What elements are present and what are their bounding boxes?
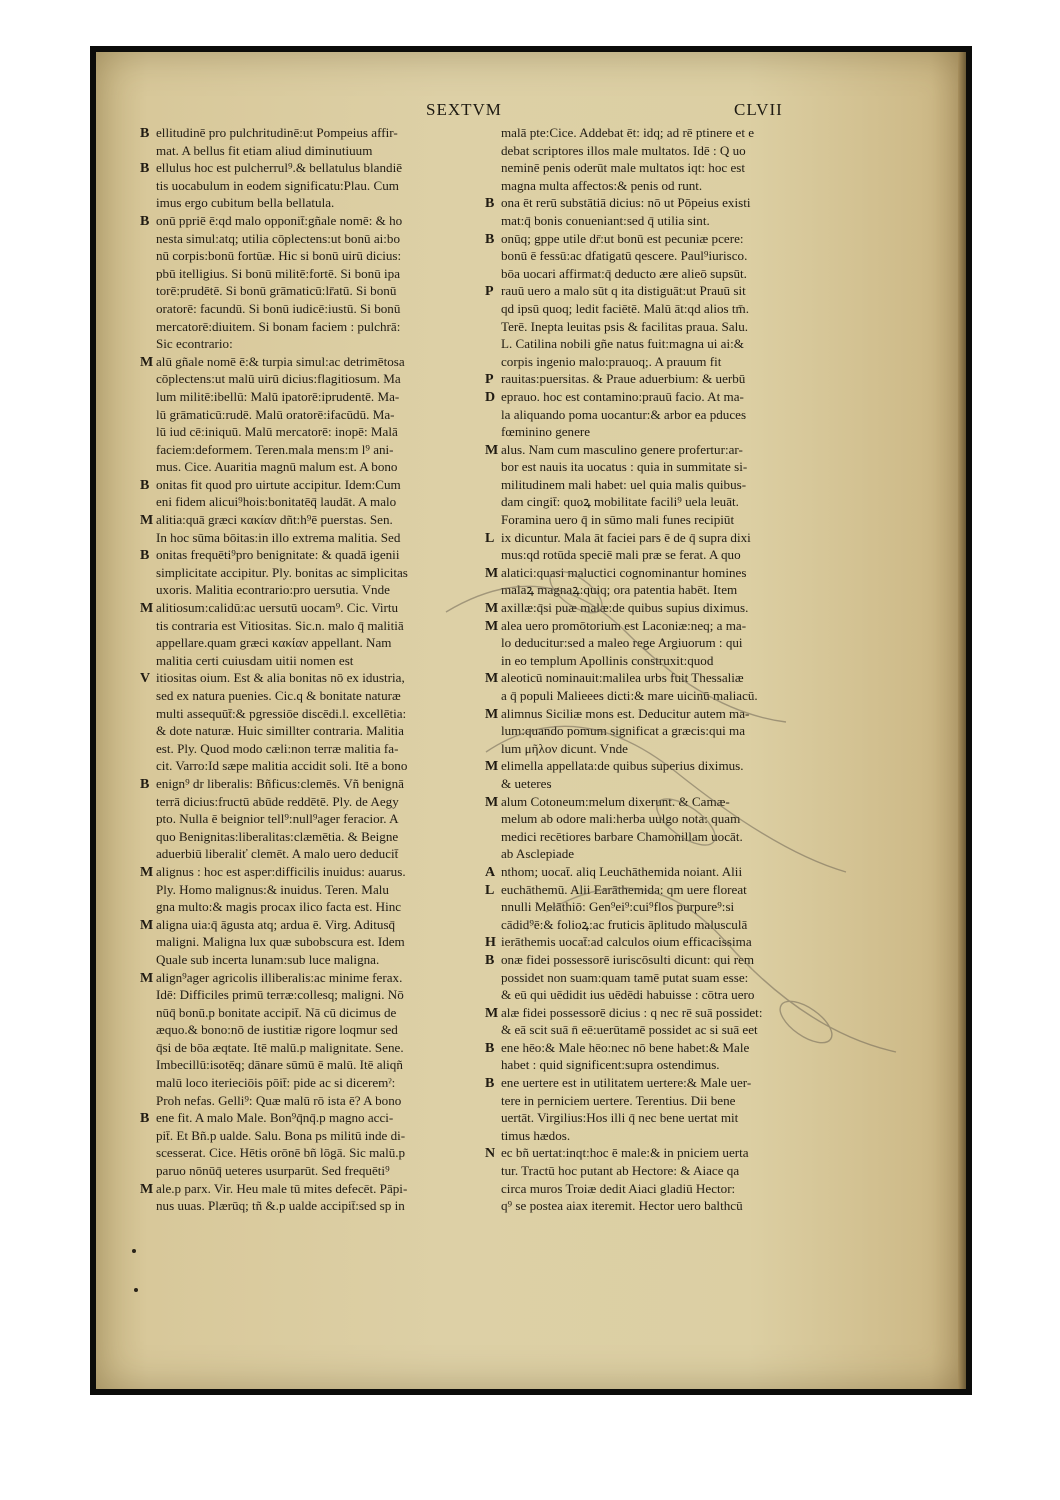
line-text: lum:quando pomum significat a græcis:qui ma — [501, 723, 746, 739]
line-text: enign⁹ dr liberalis: Bñficus:clemēs. Vñ benignā — [156, 775, 404, 791]
line-text: timus hædos. — [501, 1127, 571, 1143]
text-line — [140, 722, 492, 740]
text-line — [140, 529, 492, 547]
text-line — [140, 933, 492, 951]
line-text: onæ fidei possessorē iuriscōsulti dicunt: qui rem — [501, 951, 755, 967]
text-line — [140, 828, 492, 846]
entry-initial: M — [140, 1181, 154, 1197]
line-text: ene uertere est in utilitatem uertere:& Male uer- — [501, 1075, 752, 1091]
line-text: bonū ē fessū:ac dfatigatū qescere. Paul⁹iurisco. — [501, 248, 748, 264]
entry-initial: M — [485, 794, 499, 810]
text-line — [140, 986, 492, 1004]
line-text: ellulus hoc est pulcherrul⁹.& bellatulus blandiē — [156, 160, 403, 176]
entry-initial: B — [140, 548, 150, 564]
line-text: lū iud cē:iniquū. Malū mercatorē: inopē: Malā — [156, 424, 398, 440]
text-line — [140, 740, 492, 758]
line-text: mus:qd rotūda speciē mali præ se ferat. A quo — [501, 547, 741, 563]
text-line — [485, 318, 849, 336]
entry-initial: B — [485, 231, 495, 247]
text-line — [485, 898, 849, 916]
line-text: ierāthemis uocat̄:ad calculos oium efficacissima — [501, 934, 752, 950]
line-text: mus. Cice. Auaritia magnū malum est. A bono — [156, 459, 398, 475]
text-line — [140, 1127, 492, 1145]
line-text: mat. A bellus fit etiam aliud diminutiuum — [156, 142, 373, 158]
line-text: eni fidem alicui⁹hois:bonitatēq̄ laudāt. A malo — [156, 494, 397, 510]
text-line — [140, 300, 492, 318]
entry-initial: M — [485, 759, 499, 775]
line-text: itiositas oium. Est & alia bonitas nō ex idustria, — [156, 670, 405, 686]
line-text: pto. Nulla ē beignior tell⁹:null⁹ager feracior. A — [156, 811, 399, 827]
text-line — [485, 669, 849, 687]
text-line — [140, 335, 492, 353]
entry-initial: M — [485, 618, 499, 634]
line-text: lum μῆλον dicunt. Vnde — [501, 740, 628, 756]
text-line — [140, 581, 492, 599]
text-line — [140, 546, 492, 564]
entry-initial: M — [485, 601, 499, 617]
entry-initial: D — [485, 389, 496, 405]
line-text: alus. Nam cum masculino genere profertur:ar- — [501, 441, 743, 457]
entry-initial: M — [485, 671, 499, 687]
line-text: align⁹ager agricolis illiberalis:ac minime ferax. — [156, 969, 403, 985]
line-text: nus uuas. Plærūq; tñ &.p ualde accipit̄:sed sp in — [156, 1198, 405, 1214]
text-line — [140, 617, 492, 635]
line-text: oratorē: facundū. Si bonū iudicē:iustū. Si bonū — [156, 300, 401, 316]
line-text: ab Asclepiade — [501, 846, 575, 862]
line-text: alimnus Siciliæ mons est. Deducitur autem ma- — [501, 705, 750, 721]
line-text: rauū uero a malo sūt q ita distiguāt:ut Prauū sit — [501, 283, 746, 299]
text-line — [140, 1004, 492, 1022]
line-text: tur. Tractū hoc putant ab Hectore: & Aiace qa — [501, 1163, 740, 1179]
line-text: alea uero promōtorium est Laconiæ:neq; a ma- — [501, 617, 747, 633]
line-text: uxoris. Malitia econtrario:pro uersutia. Vnde — [156, 582, 390, 598]
text-line — [140, 282, 492, 300]
line-text: ene fit. A malo Male. Bon⁹q̄nq̄.p magno acci- — [156, 1110, 394, 1126]
line-text: torē:prudētē. Si bonū grāmaticū:lr̄atū. Si bonū — [156, 283, 397, 299]
text-line — [485, 476, 849, 494]
line-text: æquo.& bono:nō de iustitiæ rigore loqmur sed — [156, 1022, 398, 1038]
text-line — [140, 757, 492, 775]
line-text: nū corpis:bonū fortūæ. Hic si bonū uirū dicius: — [156, 248, 402, 264]
entry-initial: B — [140, 126, 150, 141]
text-line — [140, 564, 492, 582]
line-text: a q̄ populi Malieees dicti:& mare uicinū maliacū. — [501, 688, 758, 703]
text-line — [485, 177, 849, 195]
text-line — [140, 845, 492, 863]
text-line — [140, 1056, 492, 1074]
line-text: tere in perniciem uertere. Terentius. Dii bene — [501, 1092, 736, 1108]
text-line — [485, 810, 849, 828]
line-text: melum ab odore mali:herba uulgo nota: quam — [501, 811, 741, 827]
text-line — [485, 529, 849, 547]
text-line — [140, 599, 492, 617]
entry-initial: B — [485, 196, 495, 212]
text-line — [140, 951, 492, 969]
entry-initial: M — [140, 864, 154, 880]
text-line — [485, 159, 849, 177]
line-text: fœminino genere — [501, 424, 591, 440]
line-text: malitia certi cuiusdam uitii nomen est — [156, 652, 354, 668]
text-line — [140, 1092, 492, 1110]
line-text: Sic econtrario: — [156, 336, 233, 352]
text-line — [140, 511, 492, 529]
text-line — [140, 775, 492, 793]
text-line — [485, 406, 849, 424]
entry-initial: B — [140, 477, 150, 493]
entry-initial: M — [140, 970, 154, 986]
text-line — [485, 652, 849, 670]
entry-initial: V — [140, 671, 151, 687]
text-line — [485, 828, 849, 846]
line-text: ix dicuntur. Mala āt faciei pars ē de q̄ supra dixi — [501, 529, 751, 545]
text-line — [485, 247, 849, 265]
line-text: In hoc sūma bōitas:in illo extrema malitia. Sed — [156, 529, 401, 545]
ink-spot — [132, 1249, 136, 1253]
line-text: & eū qui uēdidit ius uēdēdi habuisse : cōtra uero — [501, 987, 755, 1003]
text-line — [485, 863, 849, 881]
text-line — [485, 230, 849, 248]
entry-initial: M — [140, 601, 154, 617]
text-line — [485, 1144, 849, 1162]
line-text: la aliquando poma uocantur:& arbor ea pduces — [501, 406, 747, 422]
text-line — [140, 1180, 492, 1198]
line-text: alū gñale nomē ē:& turpia simul:ac detrimētosa — [156, 353, 405, 369]
line-text: cit. Varro:Id sæpe malitia accidit soli. Itē a bono — [156, 758, 408, 774]
text-line — [485, 1004, 849, 1022]
line-text: alignus : hoc est asper:difficilis inuidus: auarus. — [156, 863, 406, 879]
line-text: malū loco iterieciōis pōit̄: pide ac si diceremˀ: — [156, 1075, 396, 1091]
text-line — [140, 969, 492, 987]
text-line — [485, 916, 849, 934]
line-text: magna multa affectos:& penis od runt. — [501, 177, 703, 193]
line-text: q̄si de bōa æqtate. Itē malū.p malignitate. Sene. — [156, 1039, 404, 1055]
entry-initial: L — [485, 882, 495, 898]
text-line — [485, 335, 849, 353]
text-line — [140, 388, 492, 406]
line-text: nesta simul:atq; utilia cōplectens:ut bonū ai:bo — [156, 230, 401, 246]
line-text: qd ipsū quoq; ledit faciētē. Malū āt:qd alios tm̄. — [501, 300, 750, 316]
text-line — [140, 898, 492, 916]
text-line — [485, 1162, 849, 1180]
book-page — [96, 52, 966, 1389]
text-line — [485, 511, 849, 529]
line-text: elimella appellata:de quibus superius diximus. — [501, 758, 744, 774]
line-text: possidet non suam:quam tamē putat suam esse: — [501, 969, 749, 985]
line-text: Imbecillū:isotēq; dānare sūmū ē malū. Itē aliqñ — [156, 1057, 403, 1073]
text-line — [140, 793, 492, 811]
text-line — [140, 1109, 492, 1127]
text-line — [485, 740, 849, 758]
text-line — [140, 458, 492, 476]
entry-initial: B — [140, 776, 150, 792]
text-line — [485, 1127, 849, 1145]
line-text: lum militē:ibellū: Malū ipatorē:iprudentē. Ma- — [156, 388, 400, 404]
line-text: lo deducitur:sed a maleo rege Argiuorum : qui — [501, 635, 743, 651]
text-line — [485, 124, 849, 142]
line-text: habet : quid significent:supra ostendimus. — [501, 1057, 720, 1073]
text-line — [485, 370, 849, 388]
text-line — [140, 177, 492, 195]
line-text: faciem:deformem. Teren.mala mens:m l⁹ ani- — [156, 441, 394, 457]
line-text: Proh nefas. Gelli⁹: Quæ malū rō ista ē? A bono — [156, 1092, 402, 1108]
text-line — [140, 142, 492, 160]
line-text: onitas fit quod pro uirtute accipitur. Idem:Cum — [156, 476, 401, 492]
text-line — [140, 881, 492, 899]
text-line — [485, 881, 849, 899]
line-text: simplicitate accipitur. Ply. bonitas ac simplicitas — [156, 564, 408, 580]
line-text: gna multo:& magis procax ilico facta est. Hinc — [156, 899, 402, 915]
line-text: mat:q̄ bonis conueniant:sed q̄ utilia sint. — [501, 212, 710, 228]
line-text: & eā scit suā n̄ eē:uerūtamē possidet ac si suā eet — [501, 1022, 758, 1038]
line-text: corpis ingenio malo:prauoq;. A prauum fit — [501, 353, 722, 369]
entry-initial: M — [485, 1005, 499, 1021]
line-text: onūq; gppe utile dr̄:ut bonū est pecuniæ pcere: — [501, 230, 744, 246]
scanned-page-frame — [90, 46, 972, 1395]
text-line — [485, 1092, 849, 1110]
line-text: debat scriptores illos male multatos. Idē : Q uo — [501, 142, 746, 158]
text-line — [485, 1039, 849, 1057]
line-text: maligni. Maligna lux quæ subobscura est. Idem — [156, 934, 405, 950]
entry-initial: M — [140, 513, 154, 529]
line-text: ale.p parx. Vir. Heu male tū mites defecēt. Pāpi- — [156, 1180, 408, 1196]
entry-initial: P — [485, 372, 494, 388]
text-line — [485, 458, 849, 476]
line-text: pbū itelligius. Si bonū militē:fortē. Si bonū ipa — [156, 265, 401, 281]
text-line — [485, 757, 849, 775]
text-line — [485, 423, 849, 441]
line-text: pit̄. Et Bñ.p ualde. Salu. Bona ps militū inde di- — [156, 1127, 406, 1143]
text-line — [485, 687, 849, 705]
line-text: nthom; uocat̄. aliq Leuchāthemida noiant. Alii — [501, 863, 743, 879]
text-line — [485, 564, 849, 582]
text-line — [485, 1180, 849, 1198]
text-line — [485, 1109, 849, 1127]
line-text: lū grāmaticū:rudē. Malū oratorē:ifacūdū. Ma- — [156, 406, 395, 422]
text-line — [485, 845, 849, 863]
line-text: terrā dicius:fructū abūde reddētē. Ply. de Aegy — [156, 793, 399, 809]
line-text: neminē penis oderūt male multatos iqt: hoc est — [501, 160, 745, 176]
folio-number: CLVII — [734, 100, 783, 119]
text-line — [485, 300, 849, 318]
entry-initial: H — [485, 935, 496, 951]
left-text-column — [140, 124, 492, 1215]
line-text: alitiosum:calidū:ac uersutū uocam⁹. Cic. Virtu — [156, 600, 399, 616]
line-text: q⁹ se postea aiax iteremit. Hector uero balthcū — [501, 1198, 743, 1214]
entry-initial: M — [485, 442, 499, 458]
text-line — [485, 441, 849, 459]
text-line — [485, 599, 849, 617]
entry-initial: M — [485, 565, 499, 581]
line-text: bōa uocari affirmat:q̄ deducto ære alieō supsūt. — [501, 265, 747, 281]
line-text: ona ēt rerū substātiā dicius: nō ut Pōpeius existi — [501, 195, 751, 211]
text-line — [140, 159, 492, 177]
line-text: quo Benignitas:liberalitas:clæmētia. & Beigne — [156, 828, 399, 844]
entry-initial: M — [140, 917, 154, 933]
text-line — [140, 370, 492, 388]
running-head: SEXTVM — [426, 100, 502, 119]
line-text: malā pte:Cice. Addebat ēt: idq; ad rē ptinere et e — [501, 125, 755, 140]
line-text: onū ppriē ē:qd malo opponit̄:gñale nomē: & ho — [156, 212, 403, 228]
text-line — [140, 1144, 492, 1162]
text-line — [485, 546, 849, 564]
text-line — [485, 1074, 849, 1092]
text-line — [140, 810, 492, 828]
line-text: scesserat. Cice. Hētis orōnē bñ lōgā. Sic malū.p — [156, 1145, 406, 1161]
line-text: uertāt. Virgilius:Hos illi q̄ nec bene uertat mit — [501, 1110, 739, 1126]
line-text: & dote naturæ. Huic simillter contraria. Malitia — [156, 723, 404, 739]
line-text: aligna uia:q̄ āgusta atq; ardua ē. Virg. Aditusq̄ — [156, 916, 396, 932]
entry-initial: M — [140, 354, 154, 370]
line-text: cādid⁹ē:& folioꝝ:ac fruticis āplitudo malusculā — [501, 916, 748, 932]
ink-spot — [134, 1288, 138, 1292]
text-line — [485, 775, 849, 793]
line-text: medici recētiores barbare Chamonillam uocāt. — [501, 828, 743, 844]
text-line — [140, 212, 492, 230]
line-text: bor est nauis ita uocatus : quia in summitate si- — [501, 459, 748, 475]
line-text: Idē: Difficiles primū terræ:collesq; maligni. Nō — [156, 987, 404, 1003]
text-line — [140, 1074, 492, 1092]
line-text: circa muros Troiæ dedit Aiaci gladiū Hector: — [501, 1180, 736, 1196]
text-line — [485, 265, 849, 283]
text-line — [140, 406, 492, 424]
text-line — [485, 722, 849, 740]
entry-initial: P — [485, 284, 494, 300]
text-line — [485, 1056, 849, 1074]
line-text: euchāthemū. Alii Earāthemida: qm uere floreat — [501, 881, 747, 897]
text-line — [140, 1197, 492, 1215]
line-text: imus ergo cubitum bella bellatula. — [156, 195, 335, 211]
text-line — [140, 1039, 492, 1057]
line-text: eprauo. hoc est contamino:prauū facio. At ma- — [501, 388, 744, 404]
text-line — [485, 388, 849, 406]
line-text: rauitas:puersitas. & Praue aduerbium: & uerbū — [501, 371, 746, 387]
line-text: in eo templum Apollinis construxit:quod — [501, 652, 714, 668]
line-text: Foramina uero q̄ in sūmo mali funes recipiūt — [501, 512, 735, 528]
page-fore-edge — [958, 52, 966, 1389]
text-line — [485, 493, 849, 511]
line-text: dam cingit̄: quoꝝ mobilitate facili⁹ uela leuāt. — [501, 494, 739, 510]
entry-initial: B — [485, 1076, 495, 1092]
text-line — [140, 863, 492, 881]
text-line — [485, 142, 849, 160]
text-line — [140, 1021, 492, 1039]
text-line — [140, 194, 492, 212]
text-line — [485, 793, 849, 811]
line-text: & ueteres — [501, 775, 552, 791]
line-text: alum Cotoneum:melum dixerunt. & Camæ- — [501, 793, 730, 809]
text-line — [140, 493, 492, 511]
entry-initial: B — [485, 1040, 495, 1056]
text-line — [140, 318, 492, 336]
text-line — [140, 353, 492, 371]
entry-initial: A — [485, 864, 496, 880]
line-text: aduerbiū liberaliť clemēt. A malo uero deducit̄ — [156, 846, 399, 862]
text-line — [485, 581, 849, 599]
line-text: axillæ:q̄si puæ malæ:de quibus supius diximus. — [501, 600, 749, 616]
entry-initial: N — [485, 1146, 496, 1162]
line-text: tis uocabulum in eodem significatu:Plau. Cum — [156, 177, 399, 193]
line-text: nūq̄ bonū.p bonitate accipit̄. Nā cū dicimus de — [156, 1004, 397, 1020]
line-text: paruo nōnūq̄ ueteres usurparūt. Sed frequēti⁹ — [156, 1163, 390, 1179]
text-line — [485, 282, 849, 300]
text-line — [140, 1162, 492, 1180]
line-text: onitas frequēti⁹pro benignitate: & quadā igenii — [156, 547, 400, 563]
entry-initial: L — [485, 530, 495, 546]
line-text: alitia:quā græci κακίαν dñt:h⁹ē puerstas. Sen. — [156, 512, 393, 528]
text-line — [140, 265, 492, 283]
line-text: tis contraria est Vitiositas. Sic.n. malo q̄ malitiā — [156, 617, 404, 633]
text-line — [140, 423, 492, 441]
entry-initial: B — [140, 161, 150, 177]
text-line — [485, 617, 849, 635]
entry-initial: B — [140, 213, 150, 229]
text-line — [140, 916, 492, 934]
line-text: nnulli Melāthiō: Gen⁹ei⁹:cui⁹flos purpure⁹:si — [501, 899, 735, 915]
text-line — [485, 353, 849, 371]
entry-initial: M — [485, 706, 499, 722]
entry-initial: B — [485, 952, 495, 968]
text-line — [485, 1021, 849, 1039]
line-text: ec bñ uertat:inqt:hoc ē male:& in pniciem uerta — [501, 1145, 749, 1161]
text-line — [140, 687, 492, 705]
line-text: appellare.quam græci κακίαν appellant. Nam — [156, 635, 392, 651]
text-line — [485, 951, 849, 969]
text-line — [140, 247, 492, 265]
text-line — [140, 441, 492, 459]
text-line — [485, 705, 849, 723]
line-text: multi assequūt̄:& pgressiōe discēdi.l. excellētia: — [156, 705, 407, 721]
text-line — [485, 969, 849, 987]
entry-initial: B — [140, 1111, 150, 1127]
text-line — [140, 476, 492, 494]
text-line — [140, 230, 492, 248]
line-text: est. Ply. Quod modo cæli:non terræ malitia fa- — [156, 740, 399, 756]
text-line — [485, 212, 849, 230]
line-text: Terē. Inepta leuitas psis & facilitas praua. Salu. — [501, 318, 749, 334]
text-line — [140, 669, 492, 687]
line-text: alæ fidei possessorē dicius : q nec rē suā possidet: — [501, 1004, 763, 1020]
line-text: L. Catilina nobili gñe natus fuit:magna ui ai:& — [501, 336, 744, 352]
right-text-column — [485, 124, 849, 1215]
line-text: militudinem mali habet: uel quia malis quibus- — [501, 476, 747, 492]
line-text: ellitudinē pro pulchritudinē:ut Pompeius affir- — [156, 125, 398, 140]
line-text: aleoticū nominauit:malilea urbs fuit Thessaliæ — [501, 670, 744, 686]
text-line — [485, 194, 849, 212]
line-text: Ply. Homo malignus:& inuidus. Teren. Malu — [156, 881, 389, 897]
text-line — [485, 986, 849, 1004]
text-line — [485, 933, 849, 951]
line-text: cōplectens:ut malū uirū dicius:flagitiosum. Ma — [156, 371, 401, 387]
line-text: ene hēo:& Male hēo:nec nō bene habet:& Male — [501, 1039, 750, 1055]
line-text: sed ex natura puenies. Cic.q & bonitate naturæ — [156, 688, 401, 703]
text-line — [140, 705, 492, 723]
text-line — [485, 1197, 849, 1215]
line-text: Quale sub incerta lunam:sub luce maligna. — [156, 951, 380, 967]
line-text: alatici:quasi maluctici cognominantur homines — [501, 564, 747, 580]
line-text: mercatorē:diuitem. Si bonam faciem : pulchrā: — [156, 318, 401, 334]
text-line — [485, 634, 849, 652]
text-line — [140, 652, 492, 670]
text-line — [140, 124, 492, 142]
text-line — [140, 634, 492, 652]
line-text: malaꝝ magnaꝝ:quiq; ora patentia habēt. Item — [501, 582, 738, 598]
